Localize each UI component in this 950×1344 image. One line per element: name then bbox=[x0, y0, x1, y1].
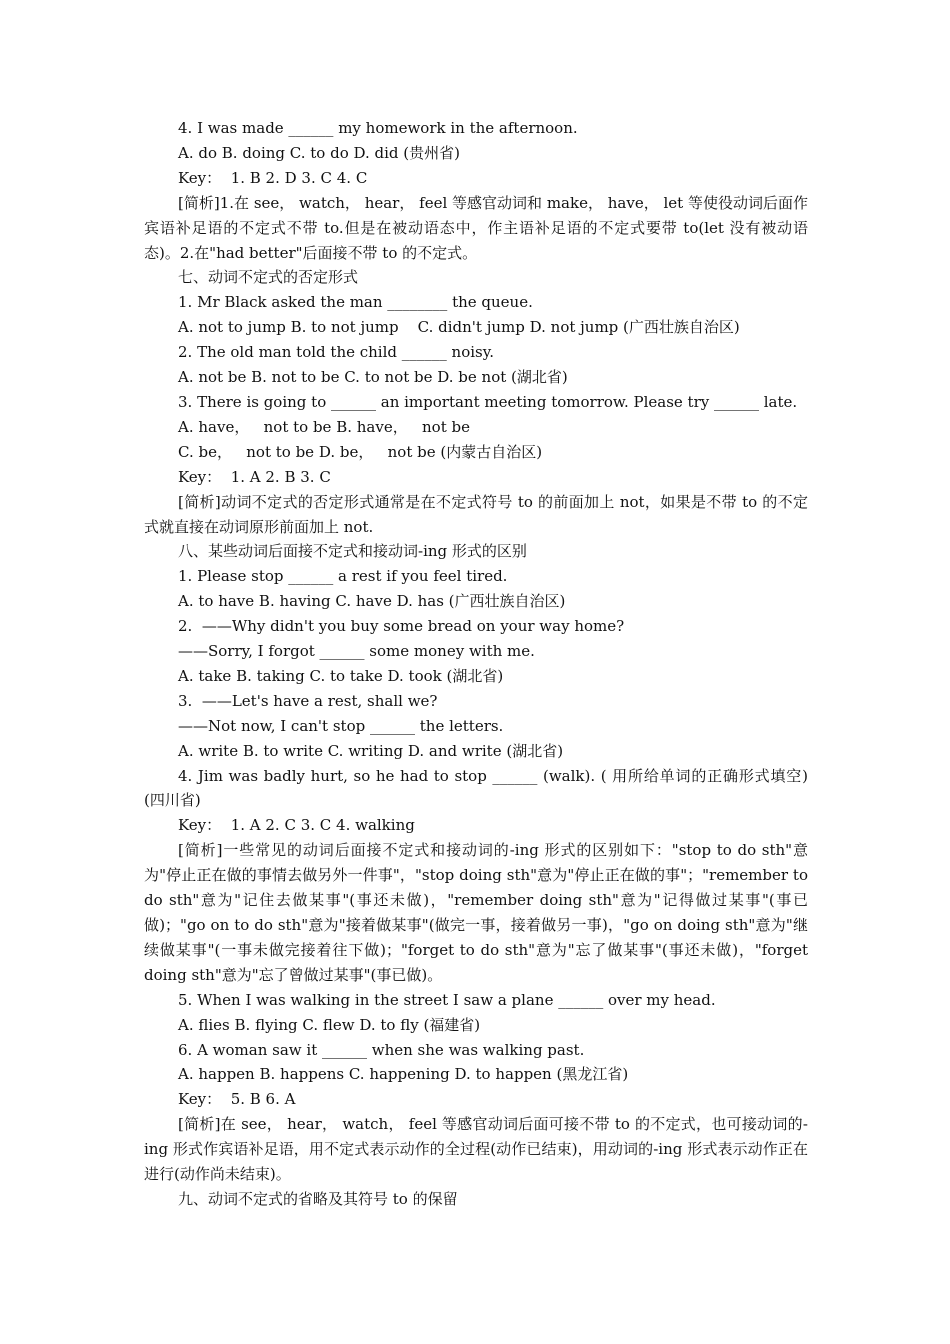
question-paragraph: 4. Jim was badly hurt, so he had to stop ______ (walk). ( 用所给单词的正确形式填空)(四川省) bbox=[144, 766, 808, 810]
dialogue-line: ——Sorry, I forgot ______ some money with me. bbox=[178, 642, 535, 661]
question-line: 6. A woman saw it ______ when she was walking past. bbox=[178, 1040, 585, 1059]
question-line: 1. Please stop ______ a rest if you feel tired. bbox=[178, 567, 508, 586]
answer-options: A. do B. doing C. to do D. did (贵州省) bbox=[178, 143, 460, 162]
question-line: 2. ——Why didn't you buy some bread on your way home? bbox=[178, 617, 625, 636]
answer-options: A. happen B. happens C. happening D. to happen (黑龙江省) bbox=[178, 1065, 629, 1084]
answer-options: C. be， not to be D. be， not be (内蒙古自治区) bbox=[178, 442, 543, 461]
answer-options: A. to have B. having C. have D. has (广西壮族自治区) bbox=[178, 592, 566, 611]
question-line: 2. The old man told the child ______ noisy. bbox=[178, 343, 494, 362]
question-line: 1. Mr Black asked the man ________ the queue. bbox=[178, 293, 533, 312]
answer-key: Key： 1. B 2. D 3. C 4. C bbox=[178, 168, 368, 187]
answer-options: A. not be B. not to be C. to not be D. be not (湖北省) bbox=[178, 368, 568, 387]
answer-key: Key： 1. A 2. B 3. C bbox=[178, 467, 331, 486]
dialogue-line: ——Not now, I can't stop ______ the letters. bbox=[178, 716, 504, 735]
answer-options: A. flies B. flying C. flew D. to fly (福建省) bbox=[178, 1015, 481, 1034]
analysis-paragraph: [简析]在 see， hear， watch， feel 等感官动词后面可接不带 to 的不定式，也可接动词的-ing 形式作宾语补足语，用不定式表示动作的全过程(动作已结束)，用动词的-ing 形式表示动作正在进行(动作尚未结束)。 bbox=[144, 1115, 808, 1184]
answer-options: A. write B. to write C. writing D. and write (湖北省) bbox=[178, 741, 564, 760]
document-body bbox=[144, 116, 808, 1212]
answer-options: A. have， not to be B. have， not be bbox=[178, 417, 470, 436]
question-line: 4. I was made ______ my homework in the afternoon. bbox=[178, 119, 578, 137]
analysis-paragraph: [简析]一些常见的动词后面接不定式和接动词的-ing 形式的区别如下："stop to do sth"意为"停止正在做的事情去做另外一件事"，"stop doing sth"意为"停止正在做的事"；"remember to do sth"意为"记住去做某事"(事还未做)，"remember doing sth"意为"记得做过某事"(事已做)；"go on to do sth"意为"接着做某事"(做完一事，接着做另一事)，"go on doing sth"意为"继续做某事"(一事未做完接着往下做)；"forget to do sth"意为"忘了做某事"(事还未做)，"forget doing sth"意为"忘了曾做过某事"(事已做)。 bbox=[144, 841, 808, 984]
question-line: 5. When I was walking in the street I saw a plane ______ over my head. bbox=[178, 990, 716, 1009]
answer-options: A. take B. taking C. to take D. took (湖北省) bbox=[178, 666, 504, 685]
section-heading: 七、动词不定式的否定形式 bbox=[178, 268, 359, 287]
answer-options: A. not to jump B. to not jump C. didn't jump D. not jump (广西壮族自治区) bbox=[178, 318, 740, 337]
analysis-paragraph: [简析]动词不定式的否定形式通常是在不定式符号 to 的前面加上 not，如果是不带 to 的不定式就直接在动词原形前面加上 not. bbox=[144, 492, 808, 536]
question-line: 3. There is going to ______ an important meeting tomorrow. Please try ______ late. bbox=[178, 392, 798, 411]
answer-key: Key： 1. A 2. C 3. C 4. walking bbox=[178, 816, 415, 835]
section-heading: 八、某些动词后面接不定式和接动词-ing 形式的区别 bbox=[178, 542, 527, 561]
question-line: 3. ——Let's have a rest, shall we? bbox=[178, 691, 438, 710]
section-heading: 九、动词不定式的省略及其符号 to 的保留 bbox=[178, 1189, 458, 1208]
answer-key: Key： 5. B 6. A bbox=[178, 1090, 296, 1109]
analysis-paragraph: [简析]1.在 see， watch， hear， feel 等感官动词和 make， have， let 等使役动词后面作宾语补足语的不定式不带 to.但是在被动语态中，作主语补足语的不定式要带 to(let 没有被动语态)。2.在"had better"后面接不带 to 的不定式。 bbox=[144, 193, 808, 262]
